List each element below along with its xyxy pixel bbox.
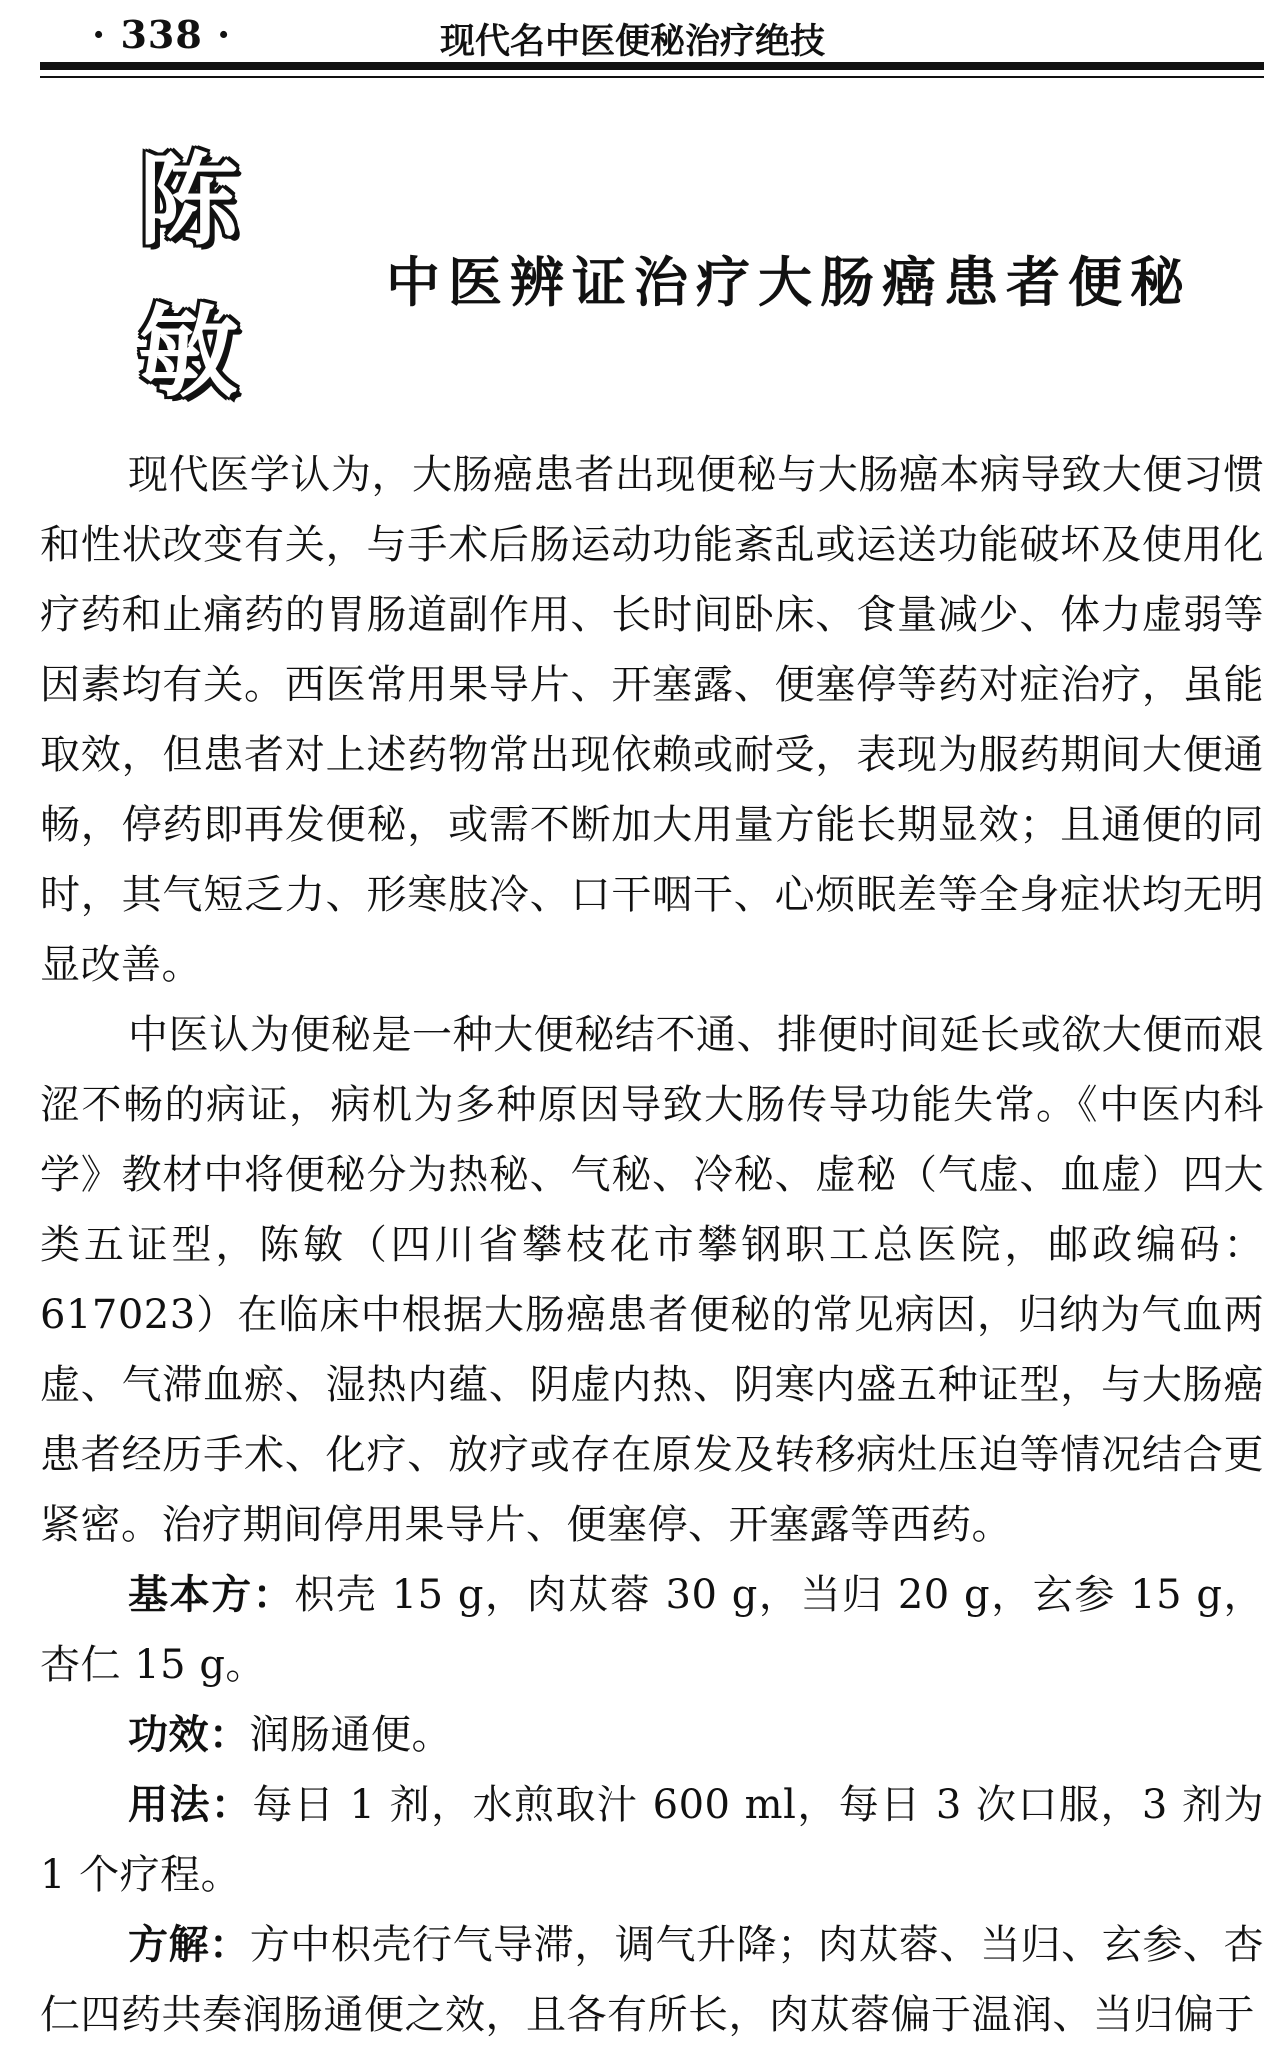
article-title: 中医辨证治疗大肠癌患者便秘	[386, 250, 1192, 314]
author-name-char-2: 敏	[138, 293, 238, 411]
author-name-char-1: 陈	[138, 141, 238, 259]
article-body	[40, 440, 1264, 2050]
formula-analysis-label: 方解：	[128, 1921, 250, 1968]
paragraph-tcm-view: 中医认为便秘是一种大便秘结不通、排便时间延长或欲大便而艰涩不畅的病证，病机为多种原因导致大肠传导功能失常。《中医内科学》教材中将便秘分为热秘、气秘、冷秘、虚秘（气虚、血虚）四大类五证型，陈敏（四川省攀枝花市攀钢职工总医院，邮政编码：617023）在临床中根据大肠癌患者便秘的常见病因，归纳为气血两虚、气滞血瘀、湿热内蕴、阴虚内热、阴寒内盛五种证型，与大肠癌患者经历手术、化疗、放疗或存在原发及转移病灶压迫等情况结合更紧密。治疗期间停用果导片、便塞停、开塞露等西药。	[40, 1012, 1264, 1548]
paragraph-base-formula	[40, 1560, 1264, 1700]
efficacy-label: 功效：	[128, 1711, 250, 1758]
paragraph-formula-analysis	[40, 1910, 1264, 2050]
paragraph-efficacy	[40, 1700, 1264, 1770]
formula-analysis-text: 方中枳壳行气导滞，调气升降；肉苁蓉、当归、玄参、杏仁四药共奏润肠通便之效，且各有所长，肉苁蓉偏于温润、当归偏于	[40, 1922, 1264, 2038]
running-title: 现代名中医便秘治疗绝技	[440, 21, 826, 62]
page-header	[40, 8, 1264, 60]
efficacy-text: 润肠通便。	[249, 1712, 452, 1758]
usage-text: 每日 1 剂，水煎取汁 600 ml，每日 3 次口服，3 剂为 1 个疗程。	[40, 1782, 1264, 1898]
header-rule-thin	[40, 76, 1264, 78]
paragraph-modern-medicine: 现代医学认为，大肠癌患者出现便秘与大肠癌本病导致大便习惯和性状改变有关，与手术后肠运动功能紊乱或运送功能破坏及使用化疗药和止痛药的胃肠道副作用、长时间卧床、食量减少、体力虚弱等因素均有关。西医常用果导片、开塞露、便塞停等药对症治疗，虽能取效，但患者对上述药物常出现依赖或耐受，表现为服药期间大便通畅，停药即再发便秘，或需不断加大用量方能长期显效；且通便的同时，其气短乏力、形寒肢冷、口干咽干、心烦眠差等全身症状均无明显改善。	[40, 452, 1264, 988]
page-number: · 338 ·	[92, 12, 232, 57]
paragraph-usage	[40, 1770, 1264, 1910]
header-rule-thick	[40, 62, 1264, 70]
base-formula-label: 基本方：	[128, 1571, 295, 1618]
base-formula-text: 枳壳 15 g，肉苁蓉 30 g，当归 20 g，玄参 15 g，杏仁 15 g。	[40, 1572, 1264, 1688]
usage-label: 用法：	[128, 1781, 253, 1828]
